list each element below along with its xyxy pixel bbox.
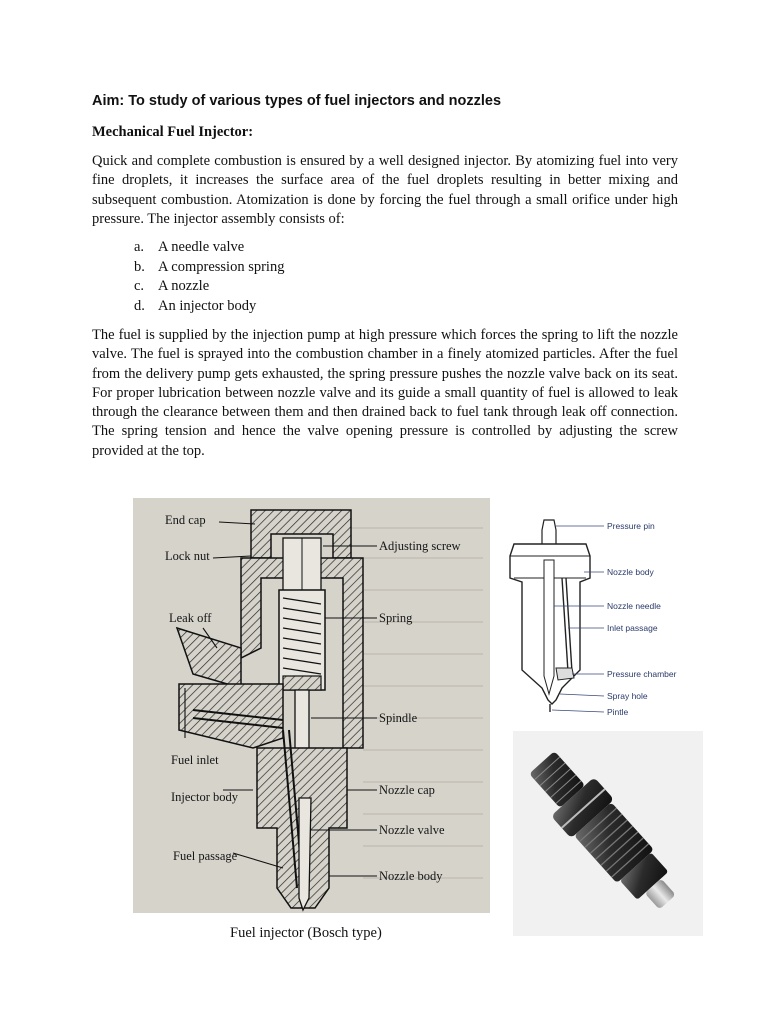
label-nozzle-cap: Nozzle cap [379,783,435,797]
injector-photo [513,731,703,936]
list-marker: a. [134,239,145,255]
label-leak-off: Leak off [169,611,212,625]
list-item-text: A nozzle [158,278,210,294]
label-nozzle-body-small: Nozzle body [607,567,654,577]
label-nozzle-body: Nozzle body [379,869,443,883]
list-item-text: A needle valve [158,239,245,255]
label-lock-nut: Lock nut [165,549,210,563]
label-end-cap: End cap [165,513,206,527]
label-spray-hole: Spray hole [607,691,648,701]
label-pressure-pin: Pressure pin [607,521,655,531]
list-item [134,258,284,278]
section-title: Mechanical Fuel Injector: [92,124,254,140]
list-item-text: A compression spring [158,258,285,275]
figure-caption: Fuel injector (Bosch type) [230,925,382,941]
list-item [134,277,284,297]
list-marker: b. [134,258,145,275]
page-heading: Aim: To study of various types of fuel injectors and nozzles [92,93,502,109]
list-item-text: An injector body [158,297,257,314]
bosch-injector-diagram [133,498,490,913]
bosch-injector-svg [133,498,490,913]
list-marker: d. [134,297,145,314]
nozzle-diagram [500,508,690,720]
operation-paragraph: The fuel is supplied by the injection pump at high pressure which forces the spring to lift the nozzle valve. The fuel is sprayed into the combustion chamber in a finely atomized particles. After the fuel from the delivery pump gets exhausted, the spring pressure pushes the nozzle valve back on its seat. For proper lubrication between nozzle valve and its guide a small quantity of fuel is allowed to leak through the clearance between them and then drained back to fuel tank through leak off connection. The spring tension and hence the valve opening pressure is controlled by adjusting the screw provided at the top. [92,327,678,459]
injector-photo-svg [513,731,703,936]
label-adjusting-screw: Adjusting screw [379,539,461,553]
label-nozzle-valve: Nozzle valve [379,823,445,837]
label-nozzle-needle: Nozzle needle [607,601,661,611]
label-spring: Spring [379,611,413,625]
label-inlet-passage: Inlet passage [607,623,658,633]
label-fuel-inlet: Fuel inlet [171,753,219,767]
list-item [134,238,284,258]
label-spindle: Spindle [379,711,418,725]
label-injector-body: Injector body [171,790,238,804]
list-marker: c. [134,278,145,294]
intro-paragraph: Quick and complete combustion is ensured by a well designed injector. By atomizing fuel into very fine droplets, it increases the surface area of the fuel droplets resulting in better mixing and subsequent combustion. Atomization is done by forcing the fuel through a small orifice under high pressure. The injector assembly consists of: [92,153,678,227]
label-pressure-chamber: Pressure chamber [607,669,677,679]
label-pintle: Pintle [607,707,629,717]
component-list [134,238,284,316]
list-item [134,297,284,317]
label-fuel-passage: Fuel passage [173,849,238,863]
nozzle-diagram-svg [500,508,690,720]
